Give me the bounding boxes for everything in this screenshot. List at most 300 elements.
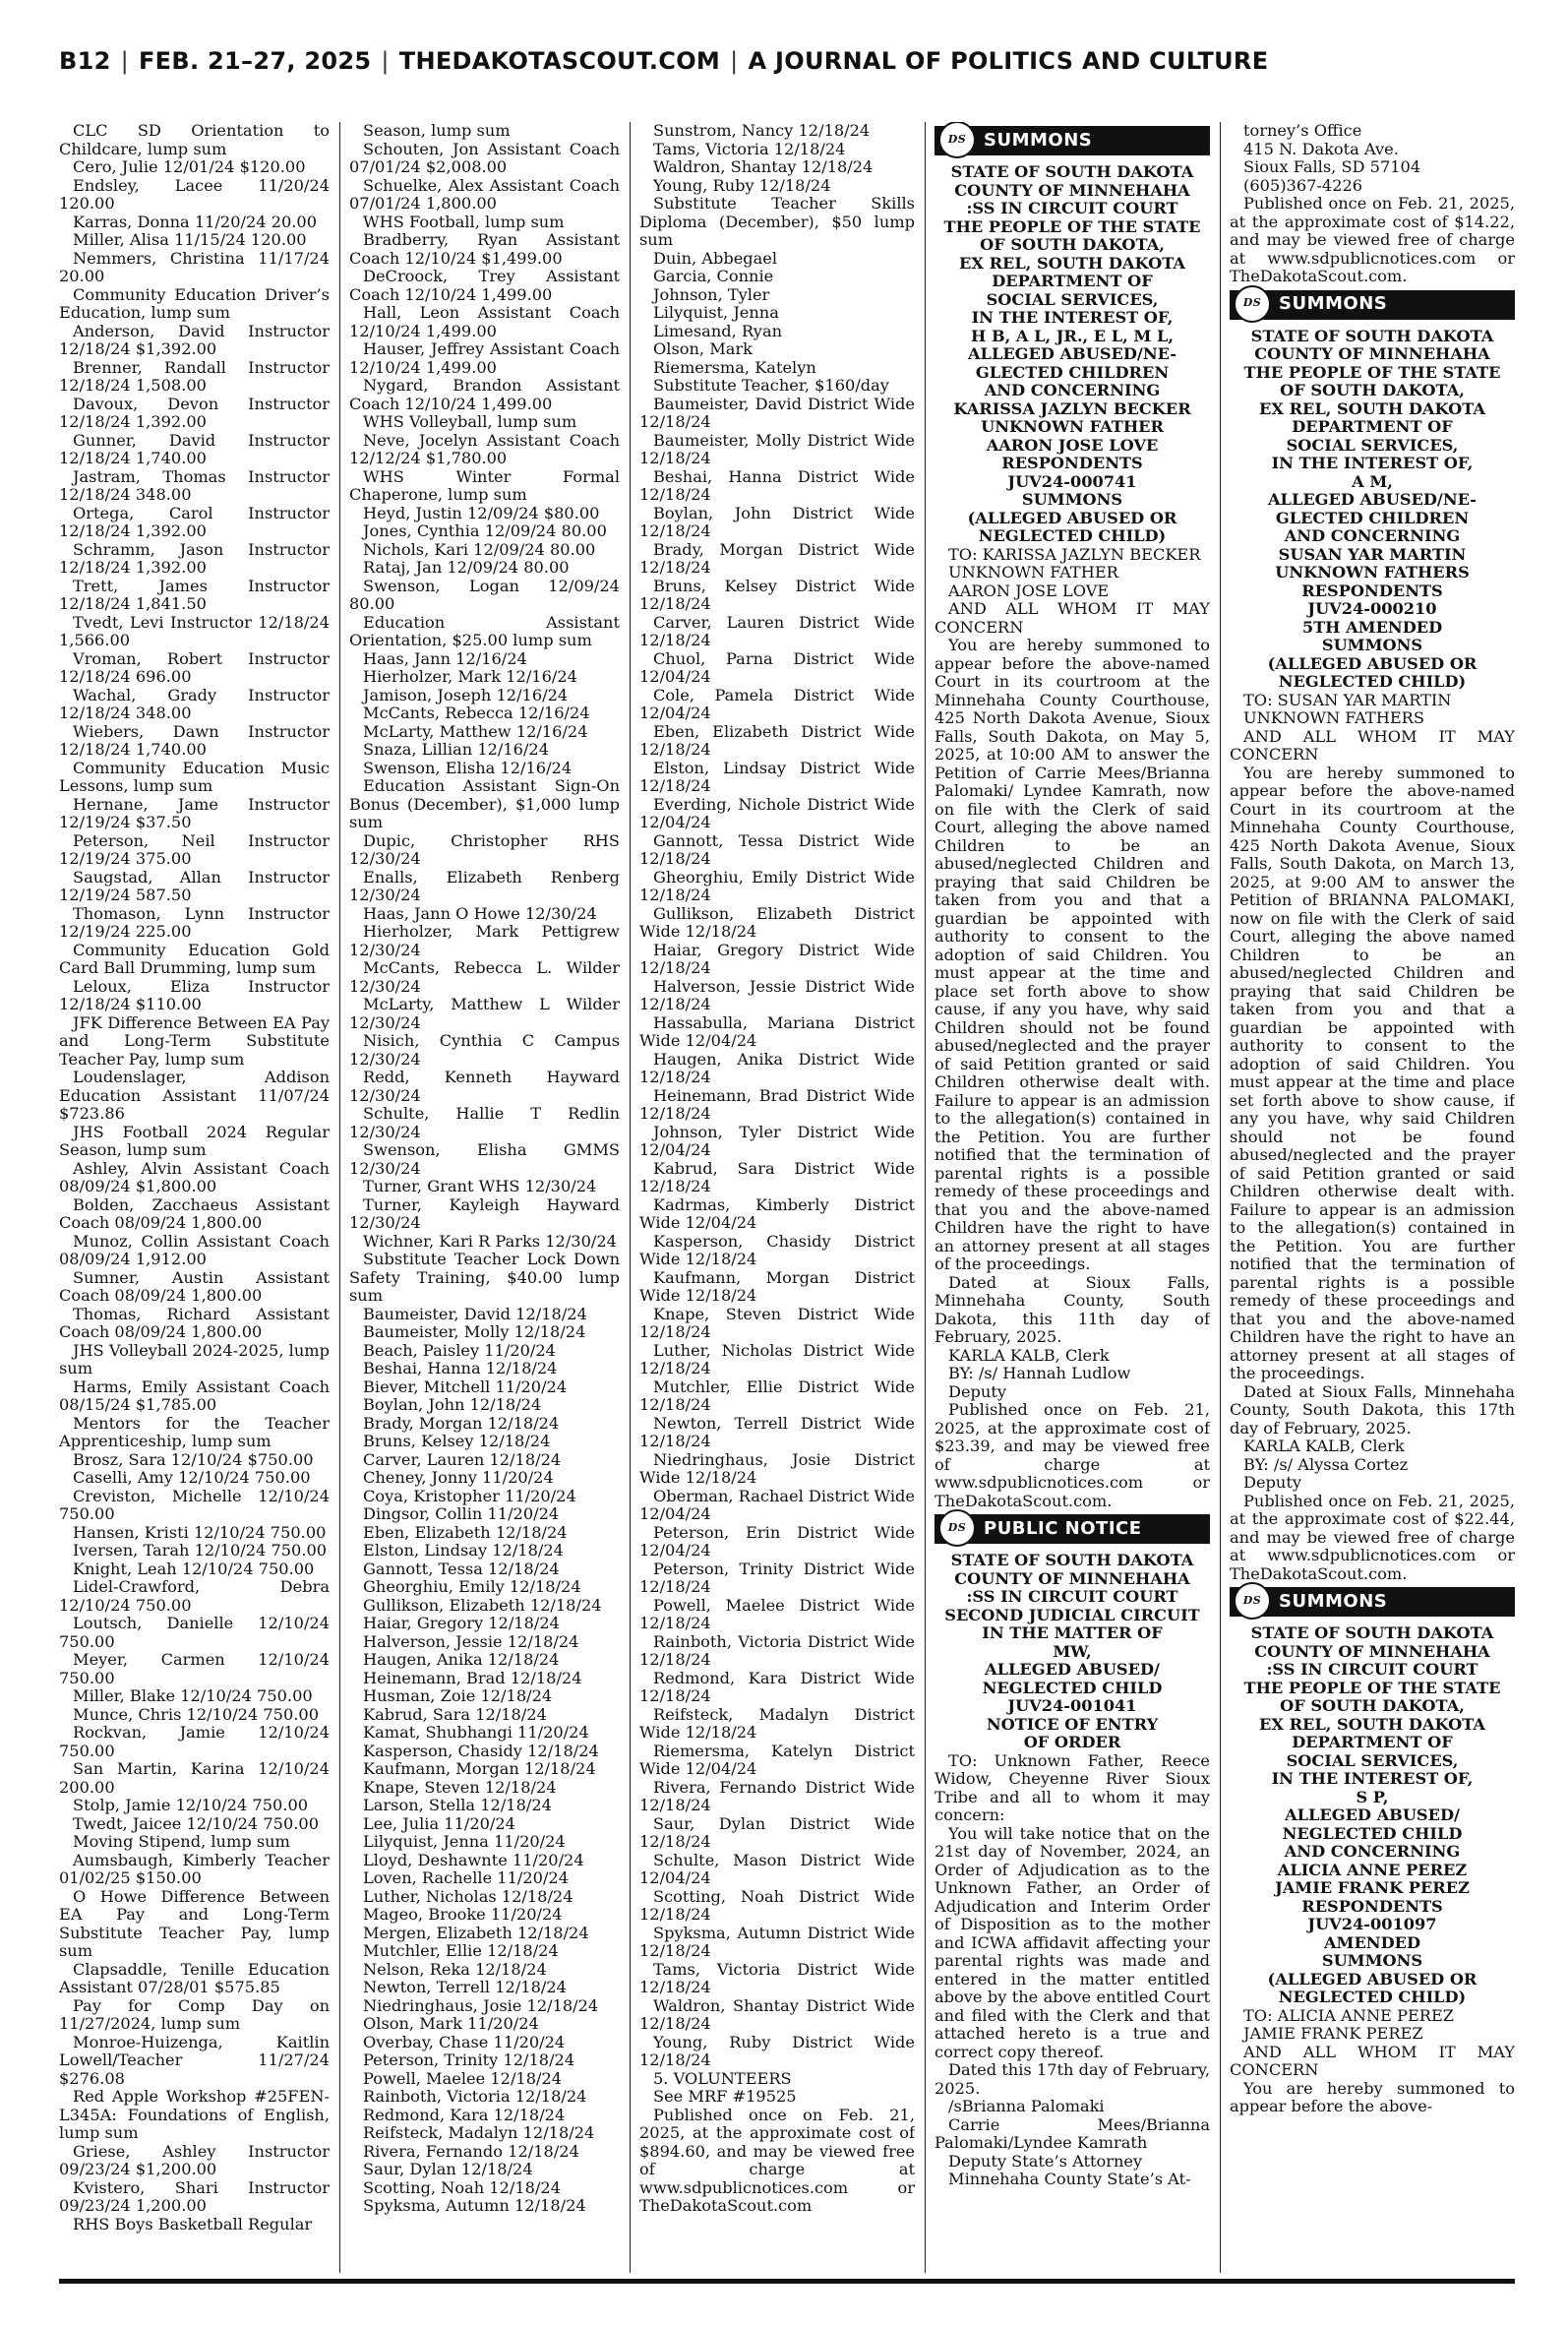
body-paragraph: (605)367-4226 [1243, 175, 1363, 195]
listing-line: Brosz, Sara 12/10/24 $750.00 [73, 1449, 314, 1469]
body-paragraph: Deputy [948, 1381, 1006, 1401]
listing-line: Gheorghiu, Emily District Wide 12/18/24 [639, 867, 915, 904]
listing-line: Cole, Pamela District Wide 12/04/24 [639, 685, 915, 722]
listing-line: Duin, Abbegael [653, 248, 778, 268]
listing-line: Schuelke, Alex Assistant Coach 07/01/24 1,800.00 [349, 175, 620, 213]
newspaper-logo-icon: DS [1234, 1582, 1271, 1620]
body-paragraph: You will take notice that on the 21st day of November, 2024, an Order of Adjudication as to the Unknown Father, an Order of Adjudication and Interim Order of Disposition as to the mother and ICWA affidavit affecting your parental rights was made and entered in the matter entitled above by the above entitled Court and filed with the Clerk and that attached hereto is a true and correct copy thereof. [935, 1823, 1210, 2061]
heading-line: COUNTY OF MINNEHAHA [954, 1568, 1190, 1588]
listing-line: Chuol, Parna District Wide 12/04/24 [639, 648, 915, 686]
listing-line: Kasperson, Chasidy 12/18/24 [363, 1741, 599, 1760]
listing-line: Hassabulla, Mariana District Wide 12/04/24 [639, 1012, 915, 1050]
listing-line: Hauser, Jeffrey Assistant Coach 12/10/24 1,499.00 [349, 339, 620, 377]
body-paragraph: UNKNOWN FATHERS [1243, 708, 1424, 727]
listing-line: Tvedt, Levi Instructor 12/18/24 1,566.00 [59, 612, 330, 649]
listing-line: Turner, Kayleigh Hayward 12/30/24 [349, 1194, 620, 1232]
listing-line: Beshai, Hanna 12/18/24 [363, 1359, 558, 1377]
listing-line: Wiebers, Dawn Instructor 12/18/24 1,740.00 [59, 721, 330, 759]
listing-line: Gullikson, Elizabeth District Wide 12/18/24 [639, 903, 915, 941]
listing-line: Aumsbaugh, Kimberly Teacher 01/02/25 $150.00 [59, 1850, 330, 1887]
heading-line: NEGLECTED CHILD) [978, 526, 1167, 545]
listing-line: Haas, Jann O Howe 12/30/24 [363, 903, 597, 923]
listing-line: Nisich, Cynthia C Campus 12/30/24 [349, 1031, 620, 1069]
listing-line: Rivera, Fernando 12/18/24 [363, 2141, 579, 2161]
listing-line: Olson, Mark 11/20/24 [363, 2014, 539, 2033]
header-separator: | [120, 47, 129, 75]
listing-line: Knape, Steven 12/18/24 [363, 1777, 557, 1797]
heading-line: DEPARTMENT OF [1292, 1733, 1453, 1751]
heading-line: IN THE MATTER OF [982, 1623, 1163, 1642]
heading-line: SUMMONS [1021, 490, 1123, 509]
listing-line: Lilyquist, Jenna [653, 303, 779, 322]
heading-line: AMENDED [1323, 1932, 1421, 1952]
heading-line: THE PEOPLE OF THE STATE [1243, 362, 1501, 382]
body-paragraph: UNKNOWN FATHER [948, 563, 1118, 581]
body-paragraph: Published once on Feb. 21, 2025, at the approximate cost of $23.39, and may be viewed free of charge at www.sdpublicnotices.com or TheDakotaScout.com. [935, 1400, 1210, 1510]
heading-line: ALLEGED ABUSED/ [985, 1660, 1160, 1679]
listing-line: Overbay, Chase 11/20/24 [363, 2032, 566, 2051]
heading-line: COUNTY OF MINNEHAHA [1254, 344, 1490, 363]
listing-line: Carver, Lauren District Wide 12/18/24 [639, 612, 915, 649]
body-paragraph: Dated at Sioux Falls, Minnehaha County, South Dakota, this 11th day of February, 2025. [935, 1272, 1210, 1346]
listing-line: Stolp, Jamie 12/10/24 750.00 [73, 1796, 309, 1814]
listing-line: Wichner, Kari R Parks 12/30/24 [363, 1231, 617, 1251]
listing-line: Rataj, Jan 12/09/24 80.00 [363, 558, 570, 577]
heading-line: NEGLECTED CHILD [1282, 1823, 1463, 1843]
public-notice-banner-title: PUBLIC NOTICE [984, 1517, 1142, 1539]
listing-line: O Howe Difference Between EA Pay and Long-Term Substitute Teacher Pay, lump sum [59, 1886, 330, 1960]
heading-line: COUNTY OF MINNEHAHA [1254, 1641, 1490, 1661]
body-paragraph: Published once on Feb. 21, 2025, at the approximate cost of $14.22, and may be viewed free of charge at www.sdpublicnotices.com or TheDakotaScout.com. [1230, 194, 1515, 285]
page-number: B12 [59, 47, 111, 75]
listing-line: Community Education Gold Card Ball Drumming, lump sum [59, 940, 330, 977]
body-paragraph: AARON JOSE LOVE [948, 581, 1110, 600]
column-divider [339, 122, 340, 2273]
body-paragraph: Minnehaha County State’s At- [948, 2170, 1191, 2188]
listing-line: Peterson, Trinity District Wide 12/18/24 [639, 1559, 915, 1596]
listing-line: Luther, Nicholas District Wide 12/18/24 [639, 1340, 915, 1377]
body-paragraph: AND ALL WHOM IT MAY CONCERN [1230, 2042, 1515, 2079]
listing-line: McCants, Rebecca 12/16/24 [363, 704, 590, 722]
listing-line: Lilyquist, Jenna 11/20/24 [363, 1832, 566, 1851]
newspaper-logo-icon: DS [1234, 285, 1271, 323]
listing-line: Heinemann, Brad District Wide 12/18/24 [639, 1085, 915, 1123]
heading-line: 5TH AMENDED [1301, 617, 1443, 637]
listing-line: Pay for Comp Day on 11/27/2024, lump sum [59, 1995, 330, 2033]
listing-line: Beshai, Hanna District Wide 12/18/24 [639, 466, 915, 504]
listing-line: Kaufmann, Morgan 12/18/24 [363, 1759, 596, 1778]
heading-line: (ALLEGED ABUSED OR [1267, 653, 1478, 673]
heading-line: STATE OF SOUTH DAKOTA [950, 162, 1194, 181]
listing-line: Niedringhaus, Josie 12/18/24 [363, 1995, 599, 2015]
listing-line: Everding, Nichole District Wide 12/04/24 [639, 794, 915, 831]
listing-line: Community Education Driver’s Education, lump sum [59, 284, 330, 322]
listing-line: Meyer, Carmen 12/10/24 750.00 [59, 1650, 330, 1687]
listing-line: Ashley, Alvin Assistant Coach 08/09/24 $1,800.00 [59, 1158, 330, 1195]
listing-line: Kasperson, Chasidy District Wide 12/18/24 [639, 1231, 915, 1268]
listing-line: Bolden, Zacchaeus Assistant Coach 08/09/24 1,800.00 [59, 1194, 330, 1232]
listing-line: Education Assistant Orientation, $25.00 lump sum [349, 612, 620, 649]
listing-line: Harms, Emily Assistant Coach 08/15/24 $1,785.00 [59, 1377, 330, 1414]
listing-line: Saugstad, Allan Instructor 12/19/24 587.50 [59, 867, 330, 904]
listing-line: Mentors for the Teacher Apprenticeship, lump sum [59, 1413, 330, 1450]
listing-line: Peterson, Erin District Wide 12/04/24 [639, 1522, 915, 1560]
heading-line: GLECTED CHILDREN [1275, 508, 1470, 527]
heading-line: AND CONCERNING [984, 381, 1161, 399]
tagline: A JOURNAL OF POLITICS AND CULTURE [748, 47, 1269, 75]
heading-line: THE PEOPLE OF THE STATE [1243, 1678, 1501, 1697]
listing-line: Kadrmas, Kimberly District Wide 12/04/24 [639, 1194, 915, 1232]
listing-line: Hierholzer, Mark 12/16/24 [363, 667, 577, 686]
heading-line: SOCIAL SERVICES, [1286, 435, 1459, 455]
listing-line: Neve, Jocelyn Assistant Coach 12/12/24 $1,780.00 [349, 430, 620, 467]
listing-line: Young, Ruby 12/18/24 [653, 175, 831, 195]
listing-line: Caselli, Amy 12/10/24 750.00 [73, 1468, 311, 1487]
body-paragraph: You are hereby summoned to appear before the above- [1230, 2078, 1515, 2115]
listing-line: Nemmers, Christina 11/17/24 20.00 [59, 248, 330, 285]
summons-heading [1230, 1624, 1515, 2007]
body-paragraph: TO: KARISSA JAZLYN BECKER [948, 544, 1201, 564]
heading-line: SOCIAL SERVICES, [1286, 1750, 1459, 1770]
listing-line: WHS Winter Formal Chaperone, lump sum [349, 466, 620, 504]
heading-line: MW, [1053, 1641, 1092, 1661]
listing-line: DeCroock, Trey Assistant Coach 12/10/24 1,499.00 [349, 267, 620, 304]
heading-line: IN THE INTEREST OF, [971, 308, 1174, 327]
listing-line: Rockvan, Jamie 12/10/24 750.00 [59, 1723, 330, 1760]
heading-line: AND CONCERNING [1284, 1842, 1461, 1861]
body-paragraph: KARLA KALB, Clerk [1243, 1437, 1405, 1455]
heading-line: ALLEGED ABUSED/ [1285, 1805, 1460, 1824]
heading-line: SUMMONS [1321, 636, 1423, 654]
listing-line: Oberman, Rachael District Wide 12/04/24 [639, 1486, 915, 1523]
listing-line: Powell, Maelee 12/18/24 [363, 2068, 563, 2088]
listing-line: Mutchler, Ellie 12/18/24 [363, 1941, 559, 1960]
listing-line: Reifsteck, Madalyn District Wide 12/18/24 [639, 1704, 915, 1742]
body-paragraph: 415 N. Dakota Ave. [1243, 139, 1399, 158]
heading-line: NEGLECTED CHILD) [1278, 672, 1467, 691]
listing-line: Haiar, Gregory 12/18/24 [363, 1614, 560, 1632]
listing-line: Hierholzer, Mark Pettigrew 12/30/24 [349, 922, 620, 959]
heading-line: OF ORDER [1023, 1733, 1121, 1751]
heading-line: NOTICE OF ENTRY [986, 1714, 1159, 1734]
listing-line: Biever, Mitchell 11/20/24 [363, 1377, 568, 1396]
listing-line: Leloux, Eliza Instructor 12/18/24 $110.00 [59, 976, 330, 1013]
summons-heading [935, 163, 1210, 546]
listing-line: Newton, Terrell District Wide 12/18/24 [639, 1413, 915, 1450]
heading-line: STATE OF SOUTH DAKOTA [1250, 326, 1494, 345]
heading-line: (ALLEGED ABUSED OR [967, 508, 1177, 527]
listing-line: Spyksma, Autumn District Wide 12/18/24 [639, 1923, 915, 1960]
notice-body [935, 1752, 1210, 2189]
listing-line: Kvistero, Shari Instructor 09/23/24 1,200.00 [59, 2177, 330, 2215]
summons-body [1230, 692, 1515, 1584]
listing-line: Young, Ruby District Wide 12/18/24 [639, 2032, 915, 2069]
body-paragraph: TO: ALICIA ANNE PEREZ [1243, 2005, 1455, 2025]
listing-line: Community Education Music Lessons, lump sum [59, 758, 330, 795]
listing-line: Saur, Dylan District Wide 12/18/24 [639, 1813, 915, 1851]
listing-line: Husman, Zoie 12/18/24 [363, 1686, 553, 1705]
heading-line: :SS IN CIRCUIT COURT [966, 199, 1178, 217]
listing-line: Riemersma, Katelyn District Wide 12/04/24 [639, 1741, 915, 1778]
listing-line: Johnson, Tyler District Wide 12/04/24 [639, 1122, 915, 1159]
listing-line: Nichols, Kari 12/09/24 80.00 [363, 539, 596, 559]
listing-line: Sunstrom, Nancy 12/18/24 [653, 122, 871, 140]
listing-line: Thomason, Lynn Instructor 12/19/24 225.00 [59, 903, 330, 941]
heading-line: :SS IN CIRCUIT COURT [1266, 1660, 1478, 1679]
heading-line: OF SOUTH DAKOTA, [1280, 381, 1465, 399]
listing-line: Larson, Stella 12/18/24 [363, 1796, 552, 1814]
summons-body [935, 546, 1210, 1511]
heading-line: EX REL, SOUTH DAKOTA [1259, 398, 1485, 418]
listing-line: Miller, Alisa 11/15/24 120.00 [73, 230, 307, 249]
heading-line: THE PEOPLE OF THE STATE [943, 216, 1201, 236]
listing-line: Nygard, Brandon Assistant Coach 12/10/24 1,499.00 [349, 376, 620, 413]
body-paragraph: Deputy [1243, 1473, 1301, 1492]
listing-line: Karras, Donna 11/20/24 20.00 [73, 212, 318, 231]
listing-line: Knape, Steven District Wide 12/18/24 [639, 1304, 915, 1341]
listing-line: Clapsaddle, Tenille Education Assistant 07/28/01 $575.85 [59, 1959, 330, 1996]
listing-line: Baumeister, David District Wide 12/18/24 [639, 394, 915, 431]
listing-line: Redmond, Kara 12/18/24 [363, 2105, 566, 2124]
listing-line: Swenson, Elisha GMMS 12/30/24 [349, 1140, 620, 1178]
listing-line: Waldron, Shantay 12/18/24 [653, 157, 874, 176]
heading-line: JUV24-001097 [1307, 1915, 1437, 1933]
listing-line: Halverson, Jessie 12/18/24 [363, 1631, 579, 1651]
listing-line: Spyksma, Autumn 12/18/24 [363, 2196, 586, 2215]
listing-line: Jamison, Joseph 12/16/24 [363, 685, 569, 704]
summons-banner [1230, 290, 1515, 320]
listing-line: Haugen, Anika District Wide 12/18/24 [639, 1049, 915, 1086]
listing-line: Haiar, Gregory District Wide 12/18/24 [639, 940, 915, 977]
page-header [59, 47, 1515, 87]
listing-line: McCants, Rebecca L. Wilder 12/30/24 [349, 958, 620, 996]
listing-line: Schulte, Mason District Wide 12/04/24 [639, 1850, 915, 1887]
listing-line: 5. VOLUNTEERS [653, 2068, 792, 2088]
listing-line: Gunner, David Instructor 12/18/24 1,740.00 [59, 430, 330, 467]
listing-line: Boylan, John District Wide 12/18/24 [639, 503, 915, 540]
listing-line: Bruns, Kelsey 12/18/24 [363, 1432, 551, 1450]
newspaper-logo-icon: DS [938, 122, 976, 158]
listing-line: Loven, Rachelle 11/20/24 [363, 1868, 569, 1887]
heading-line: OF SOUTH DAKOTA, [980, 235, 1165, 254]
listing-line: McLarty, Matthew L Wilder 12/30/24 [349, 995, 620, 1032]
listing-line: Boylan, John 12/18/24 [363, 1395, 542, 1414]
heading-line: AARON JOSE LOVE [986, 435, 1159, 455]
listing-line: Redd, Kenneth Hayward 12/30/24 [349, 1068, 620, 1105]
listing-line: Reifsteck, Madalyn 12/18/24 [363, 2123, 595, 2142]
listing-line: Eben, Elizabeth District Wide 12/18/24 [639, 721, 915, 759]
listing-line: Gannott, Tessa District Wide 12/18/24 [639, 830, 915, 868]
body-paragraph: Published once on Feb. 21, 2025, at the approximate cost of $22.44, and may be viewed free of charge at www.sdpublicnotices.com or TheDakotaScout.com. [1230, 1491, 1515, 1583]
listing-line: Dupic, Christopher RHS 12/30/24 [349, 830, 620, 868]
public-notice-banner [935, 1514, 1210, 1544]
heading-line: UNKNOWN FATHER [981, 417, 1164, 436]
listing-line: Halverson, Jessie District Wide 12/18/24 [639, 976, 915, 1013]
listing-line: Bradberry, Ryan Assistant Coach 12/10/24 $1,499.00 [349, 230, 620, 268]
listing-line: Cheney, Jonny 11/20/24 [363, 1468, 554, 1487]
heading-line: KARISSA JAZLYN BECKER [953, 398, 1191, 418]
listing-line: Haas, Jann 12/16/24 [363, 648, 527, 668]
listing-line: Tams, Victoria 12/18/24 [653, 139, 846, 158]
column-2 [349, 122, 620, 2287]
heading-line: GLECTED CHILDREN [975, 362, 1170, 382]
column-divider [925, 122, 926, 2273]
heading-line: OF SOUTH DAKOTA, [1280, 1696, 1465, 1715]
listing-line: Thomas, Richard Assistant Coach 08/09/24 1,800.00 [59, 1304, 330, 1341]
heading-line: EX REL, SOUTH DAKOTA [1259, 1714, 1485, 1734]
summons-banner [935, 126, 1210, 155]
listing-line: Dingsor, Collin 11/20/24 [363, 1504, 560, 1523]
listing-line: Mergen, Elizabeth 12/18/24 [363, 1923, 589, 1942]
listing-line: RHS Boys Basketball Regular [73, 2214, 313, 2233]
listing-line: Iversen, Tarah 12/10/24 750.00 [73, 1541, 328, 1560]
listing-line: Brenner, Randall Instructor 12/18/24 1,508.00 [59, 357, 330, 395]
listing-line: Moving Stipend, lump sum [73, 1832, 290, 1851]
heading-line: SOCIAL SERVICES, [986, 289, 1159, 309]
listing-line: Knight, Leah 12/10/24 750.00 [73, 1559, 315, 1578]
body-paragraph: Dated at Sioux Falls, Minnehaha County, South Dakota, this 17th day of February, 2025. [1230, 1381, 1515, 1438]
column-5 [1230, 122, 1515, 2287]
listing-line: Lidel-Crawford, Debra 12/10/24 750.00 [59, 1577, 330, 1615]
heading-line: SUSAN YAR MARTIN [1278, 544, 1467, 564]
heading-line: NEGLECTED CHILD [982, 1678, 1163, 1697]
summons-banner-title: SUMMONS [1279, 293, 1388, 315]
listing-line: Bruns, Kelsey District Wide 12/18/24 [639, 576, 915, 613]
column-1 [59, 122, 330, 2287]
listing-line: Brady, Morgan 12/18/24 [363, 1413, 560, 1433]
column-3 [639, 122, 915, 2287]
heading-line: JUV24-001041 [1007, 1696, 1137, 1715]
listing-line: Vroman, Robert Instructor 12/18/24 696.00 [59, 648, 330, 686]
listing-line: Hernane, Jame Instructor 12/19/24 $37.50 [59, 794, 330, 831]
listing-line: Kaufmann, Morgan District Wide 12/18/24 [639, 1267, 915, 1305]
listing-line: Garcia, Connie [653, 267, 774, 285]
heading-line: S P, [1356, 1787, 1389, 1806]
body-paragraph: BY: /s/ Hannah Ludlow [948, 1364, 1131, 1382]
listing-line: McLarty, Matthew 12/16/24 [363, 721, 588, 741]
listing-line: Gheorghiu, Emily 12/18/24 [363, 1577, 581, 1596]
listing-line: Endsley, Lacee 11/20/24 120.00 [59, 175, 330, 213]
heading-line: NEGLECTED CHILD) [1278, 1988, 1467, 2006]
listing-line: Tams, Victoria District Wide 12/18/24 [639, 1959, 915, 1996]
summons-banner-title: SUMMONS [984, 129, 1093, 151]
listing-line: Scotting, Noah 12/18/24 [363, 2177, 562, 2197]
heading-line: ALICIA ANNE PEREZ [1277, 1860, 1468, 1879]
listing-line: Griese, Ashley Instructor 09/23/24 $1,200.00 [59, 2141, 330, 2178]
listing-line: Davoux, Devon Instructor 12/18/24 1,392.00 [59, 394, 330, 431]
summons-heading [1230, 328, 1515, 692]
heading-line: ALLEGED ABUSED/NE- [1268, 490, 1477, 509]
newspaper-logo-icon: DS [938, 1509, 976, 1547]
listing-line: Scotting, Noah District Wide 12/18/24 [639, 1886, 915, 1924]
listing-line: Gannott, Tessa 12/18/24 [363, 1559, 560, 1578]
heading-line: JAMIE FRANK PEREZ [1275, 1878, 1470, 1897]
listing-line: Niedringhaus, Josie District Wide 12/18/24 [639, 1449, 915, 1487]
listing-line: Turner, Grant WHS 12/30/24 [363, 1177, 597, 1195]
listing-line: Munce, Chris 12/10/24 750.00 [73, 1704, 320, 1724]
listing-line: Red Apple Workshop #25FEN-L345A: Foundations of English, lump sum [59, 2087, 330, 2142]
listing-line: Olson, Mark [653, 339, 753, 358]
body-paragraph: /sBrianna Palomaki [948, 2097, 1105, 2115]
listing-line: CLC SD Orientation to Childcare, lump sum [59, 122, 330, 158]
listing-line: WHS Volleyball, lump sum [363, 412, 577, 431]
listing-line: Johnson, Tyler [653, 284, 770, 304]
heading-line: RESPONDENTS [1001, 454, 1143, 472]
body-paragraph: TO: SUSAN YAR MARTIN [1243, 690, 1452, 709]
body-paragraph: AND ALL WHOM IT MAY CONCERN [1230, 726, 1515, 764]
summons-banner [1230, 1587, 1515, 1617]
listing-line: Jones, Cynthia 12/09/24 80.00 [363, 521, 607, 540]
listing-line: Haugen, Anika 12/18/24 [363, 1650, 560, 1669]
listing-line: Carver, Lauren 12/18/24 [363, 1449, 562, 1469]
listing-line: Kabrud, Sara 12/18/24 [363, 1704, 547, 1724]
body-paragraph: torney’s Office [1243, 122, 1362, 140]
listing-line: Trett, James Instructor 12/18/24 1,841.50 [59, 576, 330, 613]
body-paragraph: KARLA KALB, Clerk [948, 1345, 1110, 1365]
listing-line: Published once on Feb. 21, 2025, at the approximate cost of $894.60, and may be viewed free of charge at www.sdpublicnotices.com or TheDakotaScout.com [639, 2105, 915, 2215]
heading-line: IN THE INTEREST OF, [1271, 1769, 1474, 1788]
heading-line: COUNTY OF MINNEHAHA [954, 180, 1190, 200]
notice-heading [935, 1552, 1210, 1752]
heading-line: SECOND JUDICIAL CIRCUIT [944, 1605, 1200, 1624]
listing-line: Lloyd, Deshawnte 11/20/24 [363, 1850, 584, 1869]
listing-line: Schramm, Jason Instructor 12/18/24 1,392.00 [59, 539, 330, 577]
issue-date: FEB. 21–27, 2025 [138, 47, 372, 75]
listing-line: Heinemann, Brad 12/18/24 [363, 1668, 582, 1687]
listing-line: Schulte, Hallie T Redlin 12/30/24 [349, 1104, 620, 1141]
listing-line: Beach, Paisley 11/20/24 [363, 1340, 556, 1360]
body-paragraph: TO: Unknown Father, Reece Widow, Cheyenne River Sioux Tribe and all to whom it may concern: [935, 1750, 1210, 1824]
listing-line: Peterson, Neil Instructor 12/19/24 375.00 [59, 830, 330, 868]
summons-body [1230, 2007, 1515, 2116]
listing-line: Wachal, Grady Instructor 12/18/24 348.00 [59, 685, 330, 722]
listing-line: Snaza, Lillian 12/16/24 [363, 740, 550, 759]
heading-line: H B, A L, JR., E L, M L, [971, 326, 1174, 345]
listing-line: See MRF #19525 [653, 2087, 797, 2106]
listing-line: Gullikson, Elizabeth 12/18/24 [363, 1595, 602, 1615]
listing-line: Eben, Elizabeth 12/18/24 [363, 1522, 568, 1542]
summons-banner-title: SUMMONS [1279, 1590, 1388, 1612]
listing-line: Redmond, Kara District Wide 12/18/24 [639, 1668, 915, 1705]
listing-line: San Martin, Karina 12/10/24 200.00 [59, 1759, 330, 1797]
listing-line: JFK Difference Between EA Pay and Long-Term Substitute Teacher Pay, lump sum [59, 1012, 330, 1069]
heading-line: EX REL, SOUTH DAKOTA [959, 253, 1185, 273]
column-divider [1220, 122, 1221, 2273]
listing-line: Creviston, Michelle 12/10/24 750.00 [59, 1486, 330, 1523]
listing-line: Powell, Maelee District Wide 12/18/24 [639, 1595, 915, 1632]
listing-line: Season, lump sum [363, 122, 511, 140]
listing-line: Cero, Julie 12/01/24 $120.00 [73, 157, 306, 176]
body-paragraph: Dated this 17th day of February, 2025. [935, 2060, 1210, 2098]
heading-line: DEPARTMENT OF [1292, 417, 1453, 436]
listing-line: Coya, Kristopher 11/20/24 [363, 1486, 576, 1505]
heading-line: A M, [1352, 471, 1393, 491]
listing-line: Hall, Leon Assistant Coach 12/10/24 1,499.00 [349, 303, 620, 340]
listing-line: Mutchler, Ellie District Wide 12/18/24 [639, 1377, 915, 1414]
listing-line: Loutsch, Danielle 12/10/24 750.00 [59, 1614, 330, 1651]
listing-line: Rivera, Fernando District Wide 12/18/24 [639, 1777, 915, 1814]
listing-line: JHS Volleyball 2024-2025, lump sum [59, 1340, 330, 1377]
listing-line: Kabrud, Sara District Wide 12/18/24 [639, 1158, 915, 1195]
listing-line: Enalls, Elizabeth Renberg 12/30/24 [349, 867, 620, 904]
listing-line: Luther, Nicholas 12/18/24 [363, 1886, 573, 1906]
heading-line: (ALLEGED ABUSED OR [1267, 1969, 1478, 1988]
listing-line: Hansen, Kristi 12/10/24 750.00 [73, 1522, 327, 1542]
body-paragraph: You are hereby summoned to appear before the above-named Court in its courtroom at the Minnehaha County Courthouse, 425 North Dakota Avenue, Sioux Falls, South Dakota, on March 13, 2025, at 9:00 AM to answer the Petition of BRIANNA PALOMAKI, now on file with the Clerk of said Court, alleging the above named Children to be an abused/neglected Children and praying that said Children be taken from you and that a guardian be appointed with authority to consent to the adoption of said Children. You must appear at the time and place set forth above to show cause, if any you have, why said Children should not be found abused/neglected and the prayer of said Petition granted or said Children otherwise dealt with. Failure to appear is an admission to the allegation(s) contained in the Petition. You are further notified that the termination of parental rights is a possible remedy of these proceedings and that you and the above-named Children have the right to have an attorney present at all stages of the proceedings. [1230, 763, 1515, 1382]
listing-line: Riemersma, Katelyn [653, 357, 816, 377]
listing-line: Waldron, Shantay District Wide 12/18/24 [639, 1995, 915, 2033]
heading-line: RESPONDENTS [1301, 581, 1443, 600]
